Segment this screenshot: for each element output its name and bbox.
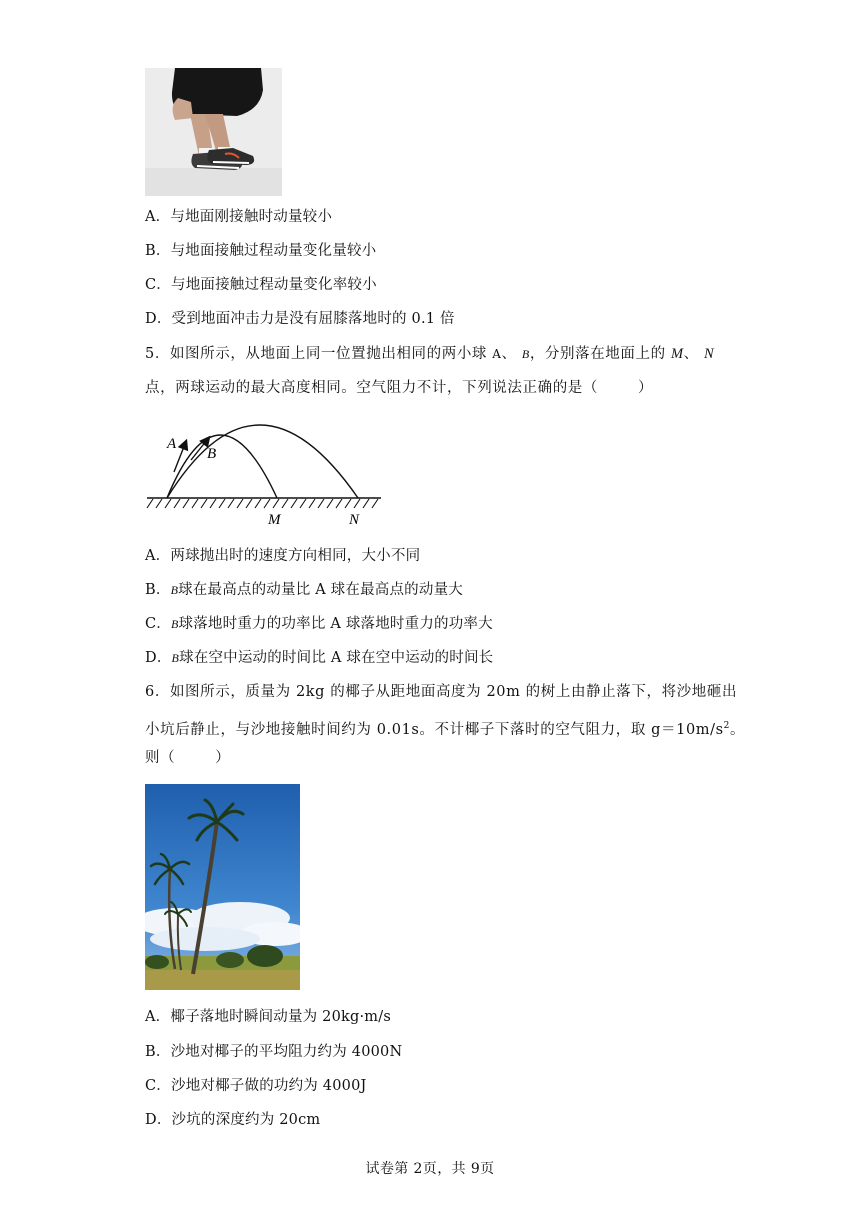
label-m: M (268, 512, 281, 528)
label-a: A (167, 436, 177, 452)
projectile-trajectory-diagram (145, 410, 385, 530)
q6-option-b: B．沙地对椰子的平均阻力约为 4000N (145, 1044, 403, 1060)
q6-option-a: A．椰子落地时瞬间动量为 20kg·m/s (145, 1009, 391, 1025)
label-b: B (207, 446, 217, 462)
page-footer: 试卷第 2页，共 9页 (365, 1161, 495, 1177)
q5-stem-line2: 点，两球运动的最大高度相同。空气阻力不计，下列说法正确的是（ ） (145, 380, 654, 396)
prev-option-a: A．与地面刚接触时动量较小 (145, 209, 333, 225)
q6-option-c: C．沙地对椰子做的功约为 4000J (145, 1078, 367, 1094)
label-n: N (349, 512, 360, 528)
q5-option-c: C．B球落地时重力的功率比 A 球落地时重力的功率大 (145, 616, 493, 632)
q5-option-d: D．B球在空中运动的时间比 A 球在空中运动的时间长 (145, 650, 494, 666)
prev-option-c: C．与地面接触过程动量变化率较小 (145, 277, 377, 293)
coconut-palm-photo (145, 784, 300, 990)
squat-landing-photo (145, 68, 282, 196)
prev-option-d: D．受到地面冲击力是没有屈膝落地时的 0.1 倍 (145, 311, 455, 327)
q5-stem-line1: 5．如图所示，从地面上同一位置抛出相同的两小球 A、 B，分别落在地面上的 M、 N (145, 346, 715, 362)
q5-option-b: B．B球在最高点的动量比 A 球在最高点的动量大 (145, 582, 463, 598)
q6-option-d: D．沙坑的深度约为 20cm (145, 1112, 321, 1128)
q5-option-a: A．两球抛出时的速度方向相同，大小不同 (145, 548, 421, 564)
q6-stem-line1: 6．如图所示，质量为 2kg 的椰子从距地面高度为 20m 的树上由静止落下，将沙地砸出 (145, 684, 738, 700)
trajectory-a (167, 435, 277, 498)
q6-stem-line3: 则（ ） (145, 750, 231, 766)
trajectory-b (167, 425, 358, 498)
q6-stem-line2: 小坑后静止，与沙地接触时间约为 0.01s。不计椰子下落时的空气阻力，取 $g=10m/s^2$。 (145, 721, 746, 738)
prev-option-b: B．与地面接触过程动量变化量较小 (145, 243, 377, 259)
